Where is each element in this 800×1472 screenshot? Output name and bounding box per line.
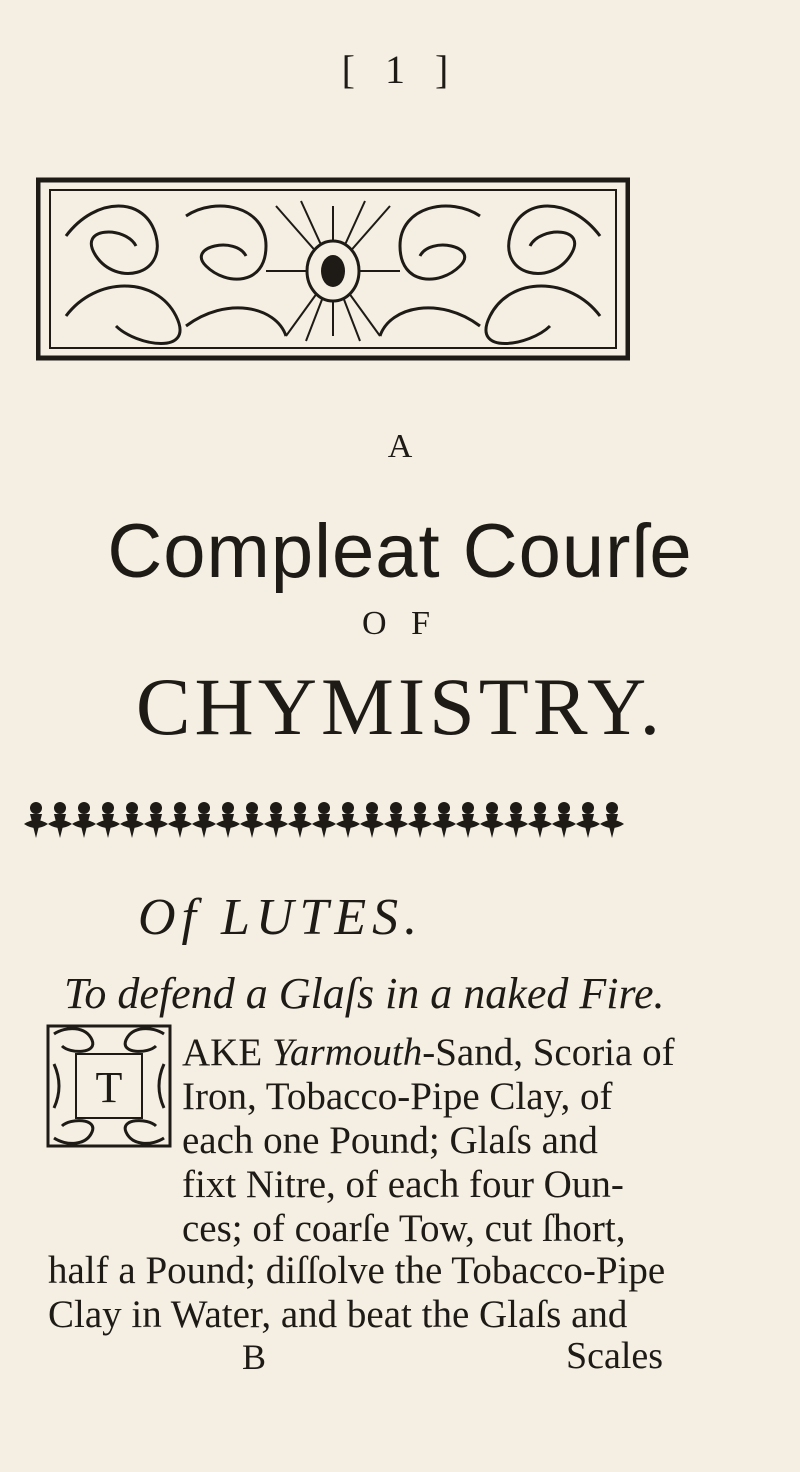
book-title: Compleat Courſe — [107, 509, 693, 594]
title-of: O F — [362, 605, 438, 642]
body-line-1 — [182, 1030, 675, 1075]
body-line-4: fixt Nitre, of each four Oun- — [182, 1163, 624, 1206]
body-line-3: each one Pound; Glaſs and — [182, 1119, 598, 1162]
title-subject: CHYMISTRY. — [135, 661, 665, 752]
body-line-1-lead: AKE — [182, 1031, 272, 1074]
drop-cap-letter: T — [95, 1063, 123, 1112]
fleuron-row-icon — [24, 794, 632, 844]
drop-cap — [46, 1024, 172, 1148]
signature-mark: B — [242, 1337, 267, 1377]
catchword: Scales — [566, 1335, 664, 1377]
ornamental-headpiece-icon — [36, 176, 630, 364]
body-line-5: ces; of coarſe Tow, cut ſhort, — [182, 1207, 626, 1250]
body-line-1-tail: -Sand, Scoria of — [422, 1031, 675, 1074]
body-line-1-place: Yarmouth — [271, 1031, 423, 1074]
body-line-7: Clay in Water, and beat the Glaſs and — [48, 1293, 628, 1336]
section-subtitle: To defend a Glaſs in a naked Fire. — [64, 969, 665, 1018]
page-number: [ 1 ] — [341, 47, 459, 92]
section-title: Of LUTES. — [138, 889, 424, 946]
title-article: A — [387, 428, 413, 465]
body-line-6: half a Pound; diſſolve the Tobacco-Pipe — [48, 1249, 666, 1292]
body-line-2: Iron, Tobacco-Pipe Clay, of — [182, 1075, 613, 1118]
